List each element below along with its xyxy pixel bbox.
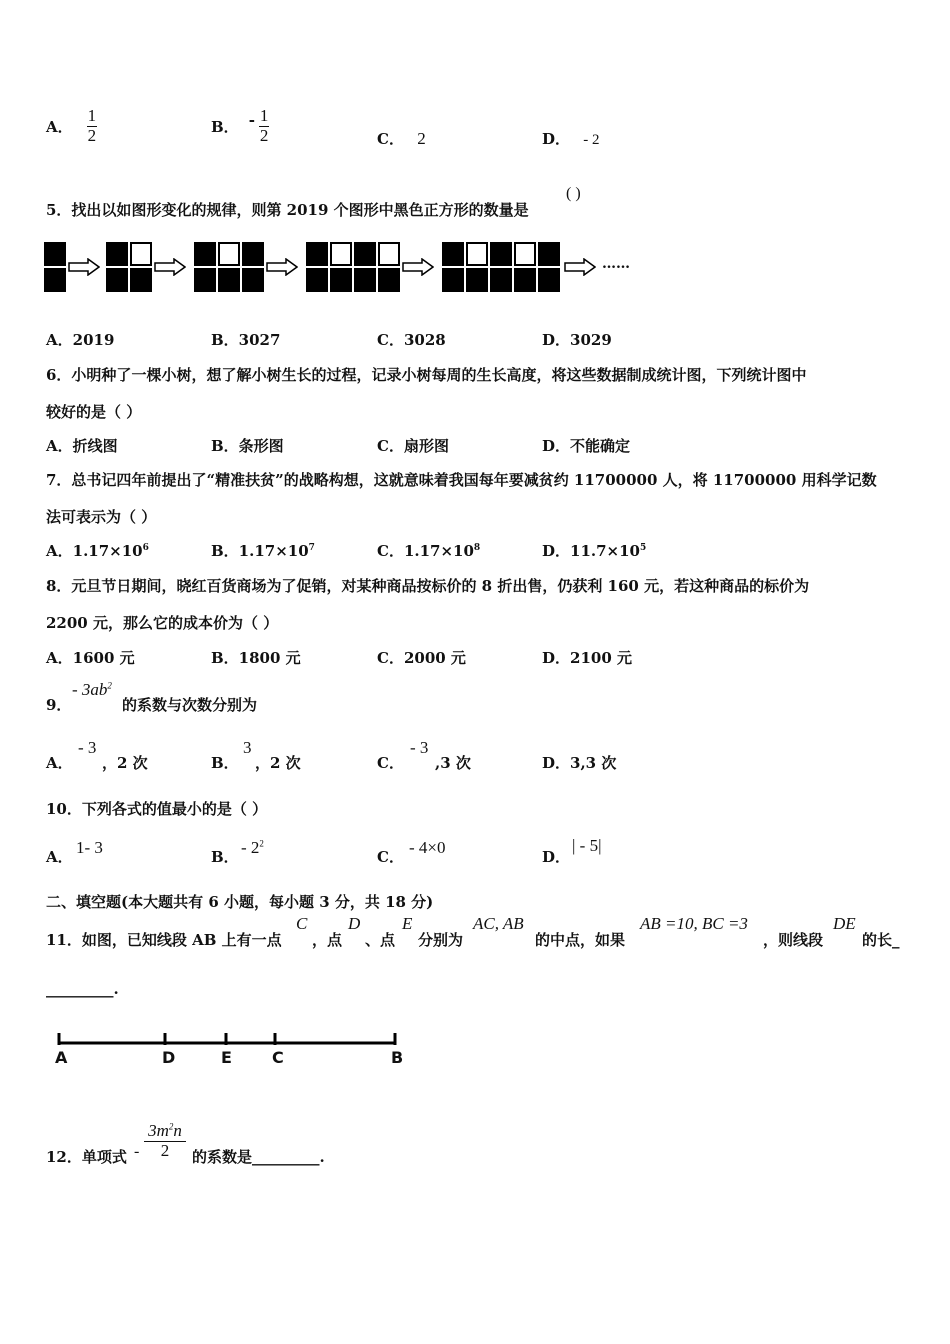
- fig2-bottom-black: [130, 268, 152, 292]
- q5-option-b: B．3027: [211, 331, 281, 349]
- q8-line2: 2200 元，那么它的成本价为（ ）: [46, 614, 279, 632]
- q4-b-sign: -: [248, 111, 255, 129]
- arrow-right-icon: [402, 258, 434, 276]
- fig3-top-black: [194, 242, 216, 266]
- q9-stem: 的系数与次数分别为: [122, 696, 258, 714]
- arrow-right-icon: [68, 258, 100, 276]
- q4-option-c: [377, 128, 426, 149]
- fig4-top-black: [354, 242, 376, 266]
- q8-option-c: C．2000 元: [377, 649, 466, 667]
- q5-option-c: C．3028: [377, 331, 446, 349]
- fig4-top-white: [330, 242, 352, 266]
- q6-option-c: C．扇形图: [377, 437, 449, 455]
- fig1-bottom-black: [44, 268, 66, 292]
- q6-line1: 6．小明种了一棵小树，想了解小树生长的过程，记录小树每周的生长高度，将这些数据制成统计图，下列统计图中: [46, 366, 807, 384]
- fig3-top-white: [218, 242, 240, 266]
- fig4-bottom-black: [354, 268, 376, 292]
- q6-line2: 较好的是（ ）: [46, 403, 142, 421]
- fig3-bottom-black: [242, 268, 264, 292]
- q11-segment-diagram: [50, 1025, 420, 1075]
- fig2-top-black: [106, 242, 128, 266]
- arrow-right-icon: [154, 258, 186, 276]
- fig3-top-black: [242, 242, 264, 266]
- q4-c-value: 2: [417, 129, 426, 148]
- q8-option-d: D．2100 元: [542, 649, 632, 667]
- q5-answer-paren: ( ): [566, 185, 581, 202]
- fig5-top-white: [466, 242, 488, 266]
- fig3-bottom-black: [218, 268, 240, 292]
- q5-option-a: A．2019: [46, 331, 115, 349]
- q5-pattern-figure: [44, 242, 644, 294]
- point-label-e: E: [221, 1048, 232, 1067]
- fig5-top-black: [442, 242, 464, 266]
- fig2-bottom-black: [106, 268, 128, 292]
- q8-option-b: B．1800 元: [211, 649, 301, 667]
- q11-line1: 11．如图，已知线段 AB 上有一点 C ，点 D 、点 E 分别为 AC, AB 的中点，如果 AB =10, BC =3 ，则线段 DE 的长_: [46, 914, 900, 949]
- q4-a-fraction: $\frac{1}{2}$: [87, 105, 97, 145]
- q6-option-a: A．折线图: [46, 437, 118, 455]
- q9-option-d: D．3,3 次: [542, 754, 617, 772]
- q9-number: 9．: [46, 696, 72, 714]
- q4-option-b: [211, 103, 269, 149]
- point-label-b: B: [391, 1048, 404, 1067]
- q7-option-a: A．$1.17\times 10^6$: [46, 542, 149, 560]
- q11-answer-blank: _________.: [46, 980, 119, 998]
- q4-a-label: A．: [46, 117, 73, 136]
- q6-option-d: D．不能确定: [542, 437, 631, 455]
- q7-line2: 法可表示为（ ）: [46, 508, 157, 526]
- fig4-top-black: [306, 242, 328, 266]
- fig4-bottom-black: [306, 268, 328, 292]
- q5-stem-text: 5．找出以如图形变化的规律，则第 2019 个图形中黑色正方形的数量是: [46, 201, 529, 219]
- point-label-c: C: [272, 1048, 284, 1067]
- q4-d-value: - 2: [583, 132, 600, 148]
- point-label-a: A: [55, 1048, 68, 1067]
- fig5-top-black: [538, 242, 560, 266]
- fig3-bottom-black: [194, 268, 216, 292]
- q5-stem: [46, 199, 529, 220]
- fig5-bottom-black: [466, 268, 488, 292]
- fig2-top-white: [130, 242, 152, 266]
- fig4-bottom-black: [330, 268, 352, 292]
- q10-stem: 10．下列各式的值最小的是（ ）: [46, 800, 268, 818]
- fig5-bottom-black: [514, 268, 536, 292]
- q4-b-label: B．: [211, 117, 239, 136]
- fig5-bottom-black: [442, 268, 464, 292]
- section-title: 二、填空题(本大题共有 6 小题，每小题 3 分，共 18 分): [46, 893, 434, 911]
- fig4-bottom-black: [378, 268, 400, 292]
- q5-ellipsis: ……: [602, 256, 630, 272]
- point-label-d: D: [162, 1048, 176, 1067]
- fig1-top-black: [44, 242, 66, 266]
- q8-line1: 8．元旦节日期间，晓红百货商场为了促销，对某种商品按标价的 8 折出售，仍获利 160 元，若这种商品的标价为: [46, 577, 810, 595]
- q6-option-b: B．条形图: [211, 437, 284, 455]
- q7-option-b: B．$1.17\times 10^7$: [211, 542, 315, 560]
- q7-option-c: C．$1.17\times 10^8$: [377, 542, 481, 560]
- fig5-top-black: [490, 242, 512, 266]
- q12-line: 12．单项式 - $\frac{3m^2n}{2}$ 的系数是_________.: [46, 1121, 325, 1166]
- fig5-bottom-black: [538, 268, 560, 292]
- q7-line1: 7．总书记四年前提出了“精准扶贫”的战略构想，这就意味着我国每年要减贫约 11700000 人，将 11700000 用科学记数: [46, 471, 877, 489]
- q12-fraction: $\frac{3m^2n}{2}$: [144, 1122, 186, 1160]
- fig5-bottom-black: [490, 268, 512, 292]
- fig5-top-white: [514, 242, 536, 266]
- q4-option-d: [542, 128, 600, 149]
- arrow-right-icon: [564, 258, 596, 276]
- q4-option-a: [46, 103, 97, 149]
- q4-b-fraction: $\frac{1}{2}$: [259, 105, 269, 145]
- fig4-top-white: [378, 242, 400, 266]
- q5-option-d: D．3029: [542, 331, 612, 349]
- arrow-right-icon: [266, 258, 298, 276]
- q8-option-a: A．1600 元: [46, 649, 135, 667]
- q9-expression: - $3ab^2$: [72, 680, 112, 699]
- q7-option-d: D．$11.7\times 10^5$: [542, 542, 647, 560]
- q4-d-label: D．: [542, 130, 571, 148]
- q4-c-label: C．: [377, 130, 404, 148]
